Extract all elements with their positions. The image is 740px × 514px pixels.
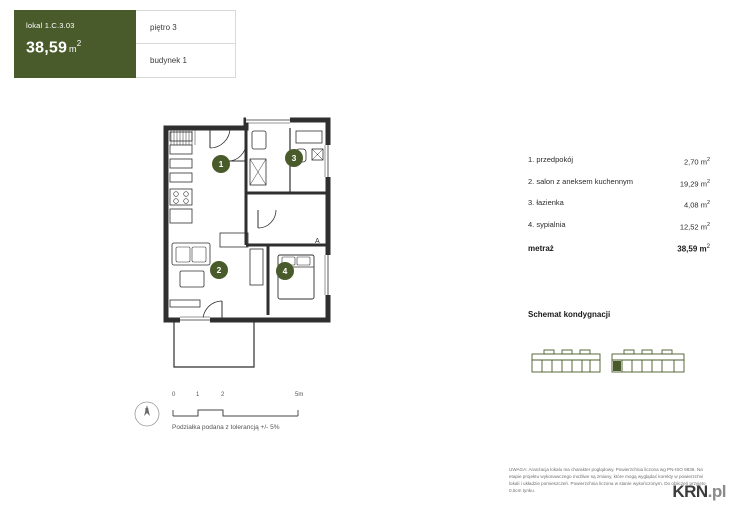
unit-area-sup: 2 <box>76 39 82 48</box>
table-row <box>528 198 710 211</box>
scale-note: Podziałka podana z tolerancją +/- 5% <box>172 424 280 431</box>
room-label: 3. łazienka <box>528 198 564 207</box>
unit-area <box>26 39 136 57</box>
plan-direction-letter: A <box>315 238 320 245</box>
table-row <box>528 177 710 190</box>
room-area: 12,52 $m^2$ <box>679 221 710 231</box>
floor-plan <box>150 115 365 395</box>
unit-area-unit: m <box>69 44 77 55</box>
scale-drawing <box>133 392 363 442</box>
scale-bar <box>133 392 363 442</box>
room-area: 4,08 $m^2$ <box>683 200 710 210</box>
disclaimer-note: UWAGA: Aranżacja lokalu ma charakter poglądowy. Powierzchnia liczona wg PN-ISO 9836. Na etapie projektu wykonawczego możliwe są zmiany, które mogą wyglądać korekty w powierzchni lokali i układzie pomieszczeń. Powierzchnia liczona w stanie wykończonym. Do obliczeń przyjęto 0,5cm tynku. <box>509 467 706 493</box>
room-label: 4. sypialnia <box>528 219 566 229</box>
scale-tick-0: 0 <box>172 392 176 398</box>
room-area-table <box>528 155 710 254</box>
unit-summary-box <box>14 10 136 78</box>
total-label: metraż <box>528 244 554 253</box>
schema-highlight-unit <box>613 361 621 371</box>
room-area: 2,70 $m^2$ <box>683 157 710 167</box>
logo-main: KRN <box>672 482 708 501</box>
building-schema <box>528 348 688 383</box>
header-block <box>14 10 236 78</box>
room-area: 19,29 $m^2$ <box>679 178 710 188</box>
logo-suffix: .pl <box>707 482 726 501</box>
meta-column <box>136 10 236 78</box>
unit-area-value: 38,59 <box>26 39 68 57</box>
room-label: 1. przedpokój <box>528 155 574 164</box>
schema-title: Schemat kondygnacji <box>528 310 611 319</box>
room-marker-2: 2 <box>210 261 228 279</box>
building-schema-drawing <box>528 348 688 378</box>
total-row <box>528 244 710 254</box>
floor-label: piętro 3 <box>136 10 236 44</box>
scale-tick-2: 2 <box>221 392 225 398</box>
table-row <box>528 155 710 168</box>
table-row <box>528 220 710 233</box>
total-area: 38,59 $m^2$ <box>677 244 710 254</box>
floor-plan-drawing <box>150 115 365 395</box>
room-marker-1: 1 <box>212 155 230 173</box>
room-marker-3: 3 <box>285 149 303 167</box>
krn-logo <box>672 482 726 502</box>
room-marker-4: 4 <box>276 262 294 280</box>
room-label: 2. salon z aneksem kuchennym <box>528 176 634 186</box>
building-label: budynek 1 <box>136 44 236 78</box>
scale-tick-1: 1 <box>196 392 200 398</box>
unit-code: lokal 1.C.3.03 <box>26 21 75 30</box>
scale-tick-3: 5m <box>295 392 304 398</box>
svg-text:N: N <box>145 408 149 414</box>
